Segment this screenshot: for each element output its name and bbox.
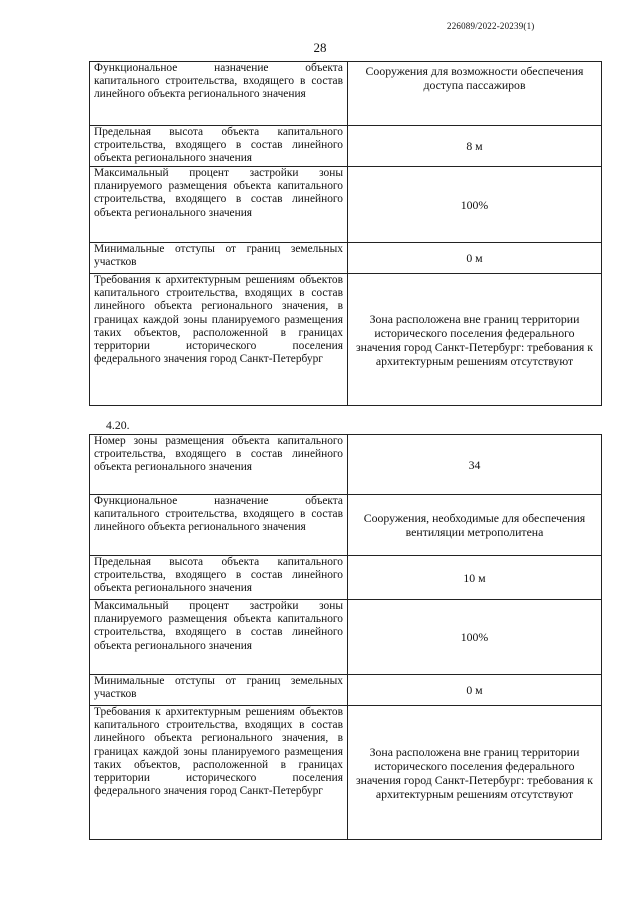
table-row <box>90 495 602 556</box>
row-value: 100% <box>348 600 602 675</box>
row-label: Предельная высота объекта капитального строительства, входящего в состав линейного объекта регионального значения <box>90 556 348 600</box>
page-number: 28 <box>313 40 327 55</box>
row-value: 100% <box>348 167 602 243</box>
row-label: Функциональное назначение объекта капитального строительства, входящего в состав линейного объекта регионального значения <box>90 62 348 126</box>
row-value: 10 м <box>348 556 602 600</box>
row-value: Сооружения для возможности обеспечения доступа пассажиров <box>348 62 602 126</box>
table-row <box>90 600 602 675</box>
parameters-table-1 <box>89 61 602 406</box>
table-row <box>90 126 602 167</box>
table-row <box>90 556 602 600</box>
table-row <box>90 274 602 406</box>
row-value: Зона расположена вне границ территории исторического поселения федерального значения город Санкт-Петербург: требования к архитектурным решениям отсутствуют <box>348 706 602 840</box>
row-value: Сооружения, необходимые для обеспечения вентиляции метрополитена <box>348 495 602 556</box>
row-label: Требования к архитектурным решениям объектов капитального строительства, входящих в состав линейного объекта регионального значения, в границах каждой зоны планируемого размещения таких объектов, расположенной в границах территории исторического поселения федерального значения город Санкт-Петербург <box>90 706 348 840</box>
row-label: Максимальный процент застройки зоны планируемого размещения объекта капитального строительства, входящего в состав линейного объекта регионального значения <box>90 600 348 675</box>
row-value: 0 м <box>348 243 602 274</box>
row-value: Зона расположена вне границ территории исторического поселения федерального значения город Санкт-Петербург: требования к архитектурным решениям отсутствуют <box>348 274 602 406</box>
row-label: Номер зоны размещения объекта капитального строительства, входящего в состав линейного объекта регионального значения <box>90 435 348 495</box>
document-id: 226089/2022-20239(1) <box>447 21 535 31</box>
row-label: Требования к архитектурным решениям объектов капитального строительства, входящих в состав линейного объекта регионального значения, в границах каждой зоны планируемого размещения таких объектов, расположенной в границах территории исторического поселения федерального значения город Санкт-Петербург <box>90 274 348 406</box>
row-label: Минимальные отступы от границ земельных участков <box>90 243 348 274</box>
row-label: Функциональное назначение объекта капитального строительства, входящего в состав линейного объекта регионального значения <box>90 495 348 556</box>
table-row <box>90 435 602 495</box>
row-label: Максимальный процент застройки зоны планируемого размещения объекта капитального строительства, входящего в состав линейного объекта регионального значения <box>90 167 348 243</box>
row-label: Минимальные отступы от границ земельных участков <box>90 675 348 706</box>
row-value: 34 <box>348 435 602 495</box>
table-row <box>90 706 602 840</box>
row-label: Предельная высота объекта капитального строительства, входящего в состав линейного объекта регионального значения <box>90 126 348 167</box>
table-row <box>90 243 602 274</box>
table-row <box>90 675 602 706</box>
row-value: 0 м <box>348 675 602 706</box>
row-value: 8 м <box>348 126 602 167</box>
section-number: 4.20. <box>106 418 130 432</box>
parameters-table-2 <box>89 434 602 840</box>
table-row <box>90 167 602 243</box>
table-row <box>90 62 602 126</box>
